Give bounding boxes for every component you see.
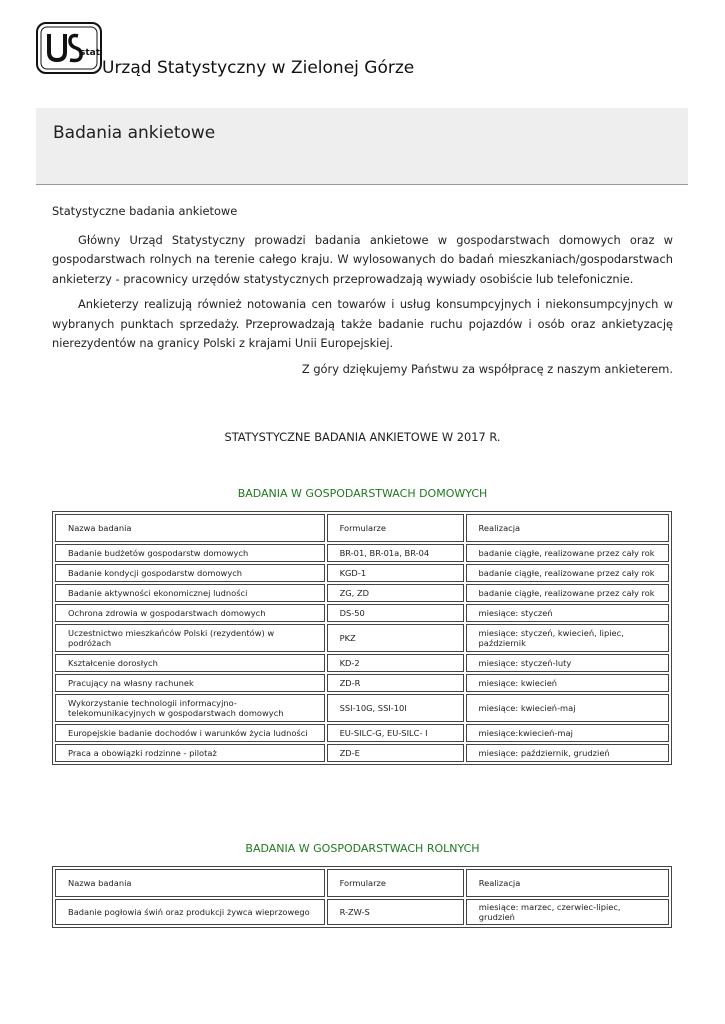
page-title: Badania ankietowe <box>53 123 216 143</box>
cell-survey-name: Wykorzystanie technologii informacyjno-telekomunikacyjnych w gospodarstwach domowych <box>55 694 325 722</box>
table-row <box>55 724 669 742</box>
cell-survey-name: Badanie pogłowia świń oraz produkcji żywca wieprzowego <box>55 899 325 925</box>
table-row <box>55 624 669 652</box>
intro-paragraph-2: Ankieterzy realizują również notowania cen towarów i usług konsumpcyjnych i niekonsumpcyjnych w wybranych punktach sprzedaży. Przeprowadzają także badanie ruchu pojazdów i osób oraz ankietyzację nierezydentów na granicy Polski z krajami Unii Europejskiej. <box>52 297 673 350</box>
main-heading: STATYSTYCZNE BADANIA ANKIETOWE W 2017 R. <box>224 430 501 444</box>
cell-realization: badanie ciągłe, realizowane przez cały rok <box>466 584 669 602</box>
svg-text:stat: stat <box>80 48 101 58</box>
page-header <box>36 18 536 80</box>
table-row <box>55 654 669 672</box>
table-row <box>55 674 669 692</box>
households-table <box>52 511 672 765</box>
cell-realization: miesiące: październik, grudzień <box>466 744 669 762</box>
cell-forms: EU-SILC-G, EU-SILC- I <box>327 724 464 742</box>
table-header-row <box>55 869 669 897</box>
column-header-realization: Realizacja <box>466 869 669 897</box>
table-row <box>55 744 669 762</box>
cell-realization: miesiące: kwiecień-maj <box>466 694 669 722</box>
cell-survey-name: Kształcenie dorosłych <box>55 654 325 672</box>
cell-forms: BR-01, BR-01a, BR-04 <box>327 544 464 562</box>
column-header-forms: Formularze <box>327 869 464 897</box>
cell-realization: badanie ciągłe, realizowane przez cały rok <box>466 564 669 582</box>
cell-forms: KD-2 <box>327 654 464 672</box>
farms-heading: BADANIA W GOSPODARSTWACH ROLNYCH <box>245 842 480 855</box>
cell-survey-name: Uczestnictwo mieszkańców Polski (rezydentów) w podróżach <box>55 624 325 652</box>
table-row <box>55 604 669 622</box>
cell-forms: DS-50 <box>327 604 464 622</box>
table-row <box>55 544 669 562</box>
column-header-name: Nazwa badania <box>55 514 325 542</box>
table-row <box>55 899 669 925</box>
cell-survey-name: Pracujący na własny rachunek <box>55 674 325 692</box>
column-header-name: Nazwa badania <box>55 869 325 897</box>
cell-survey-name: Badanie kondycji gospodarstw domowych <box>55 564 325 582</box>
cell-forms: SSI-10G, SSI-10I <box>327 694 464 722</box>
intro-section <box>52 202 673 379</box>
cell-realization: miesiące:kwiecień-maj <box>466 724 669 742</box>
cell-survey-name: Praca a obowiązki rodzinne - pilotaż <box>55 744 325 762</box>
cell-survey-name: Europejskie badanie dochodów i warunków życia ludności <box>55 724 325 742</box>
intro-subtitle: Statystyczne badania ankietowe <box>52 204 238 218</box>
intro-paragraph-1: Główny Urząd Statystyczny prowadzi badania ankietowe w gospodarstwach domowych oraz w gospodarstwach rolnych na terenie całego kraju. W wylosowanych do badań mieszkaniach/gospodarstwach ankieterzy - pracownicy urzędów statystycznych przeprowadzają wywiady osobiście lub telefonicznie. <box>52 232 673 286</box>
column-header-forms: Formularze <box>327 514 464 542</box>
cell-forms: ZG, ZD <box>327 584 464 602</box>
cell-forms: R-ZW-S <box>327 899 464 925</box>
cell-survey-name: Ochrona zdrowia w gospodarstwach domowych <box>55 604 325 622</box>
cell-forms: ZD-R <box>327 674 464 692</box>
thanks-text: Z góry dziękujemy Państwu za współpracę z naszym ankieterem. <box>301 361 673 376</box>
households-heading: BADANIA W GOSPODARSTWACH DOMOWYCH <box>237 487 488 500</box>
cell-realization: miesiące: styczeń <box>466 604 669 622</box>
cell-survey-name: Badanie aktywności ekonomicznej ludności <box>55 584 325 602</box>
us-stat-logo <box>36 22 102 74</box>
cell-realization: miesiące: styczeń-luty <box>466 654 669 672</box>
farms-table-body <box>55 899 669 925</box>
column-header-realization: Realizacja <box>466 514 669 542</box>
cell-realization: miesiące: styczeń, kwiecień, lipiec, październik <box>466 624 669 652</box>
table-row <box>55 564 669 582</box>
cell-forms: PKZ <box>327 624 464 652</box>
cell-forms: KGD-1 <box>327 564 464 582</box>
cell-realization: miesiące: kwiecień <box>466 674 669 692</box>
table-row <box>55 584 669 602</box>
households-table-body <box>55 544 669 762</box>
organization-name: Urząd Statystyczny w Zielonej Górze <box>102 58 415 78</box>
cell-survey-name: Badanie budżetów gospodarstw domowych <box>55 544 325 562</box>
farms-table <box>52 866 672 928</box>
page-title-banner <box>36 108 688 185</box>
cell-realization: miesiące: marzec, czerwiec-lipiec, grudzień <box>466 899 669 925</box>
cell-forms: ZD-E <box>327 744 464 762</box>
cell-realization: badanie ciągłe, realizowane przez cały rok <box>466 544 669 562</box>
table-header-row <box>55 514 669 542</box>
table-row <box>55 694 669 722</box>
